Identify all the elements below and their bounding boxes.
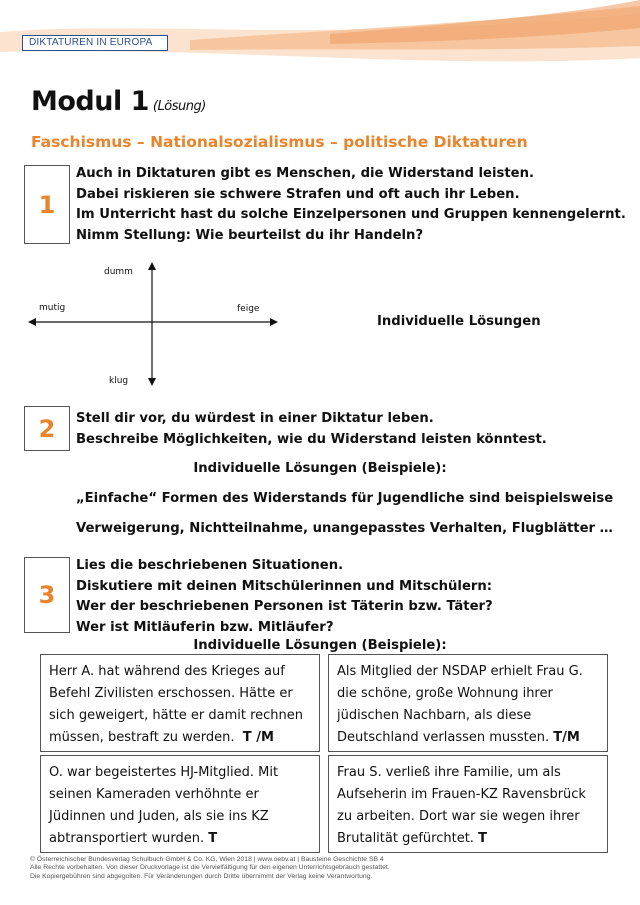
footer-line: © Österreichischer Bundesverlag Schulbuch GmbH & Co. KG, Wien 2018 | www.oebv.at | Bausteine Geschichte SB 4 <box>30 856 384 863</box>
task-number-box <box>24 406 70 451</box>
task-line: Dabei riskieren sie schwere Strafen und oft auch ihr Leben. <box>76 186 520 202</box>
task-line: Wer ist Mitläuferin bzw. Mitläufer? <box>76 619 334 635</box>
card-line: Frau S. verließ ihre Familie, um als <box>337 765 561 780</box>
task-number-box <box>24 165 70 244</box>
card-line: Jüdinnen und Juden, als sie ins KZ <box>49 809 269 824</box>
card-line: die schöne, große Wohnung ihrer <box>337 686 553 701</box>
task3-answer-heading: Individuelle Lösungen (Beispiele): <box>193 638 447 653</box>
task-text <box>76 556 493 638</box>
axis-arrows <box>28 258 290 388</box>
card-line: Als Mitglied der NSDAP erhielt Frau G. <box>337 664 583 679</box>
copyright-footer <box>30 856 390 881</box>
card-line: abtransportiert wurden. T <box>49 831 218 846</box>
card-line: O. war begeistertes HJ-Mitglied. Mit <box>49 765 279 780</box>
situation-card <box>328 654 608 752</box>
task-line: Beschreibe Möglichkeiten, wie du Widerstand leisten könntest. <box>76 431 547 447</box>
page-title <box>31 86 206 117</box>
task-line: Diskutiere mit deinen Mitschülerinnen und Mitschülern: <box>76 578 493 594</box>
opinion-axis <box>28 258 290 388</box>
card-line: Brutalität gefürchtet. T <box>337 831 487 846</box>
task1-answer: Individuelle Lösungen <box>377 314 541 329</box>
page-title-text: Modul 1 <box>31 86 149 117</box>
situation-card <box>328 755 608 853</box>
task-line: Lies die beschriebenen Situationen. <box>76 558 344 573</box>
task-number: 2 <box>38 414 56 443</box>
task-line: Wer der beschriebenen Personen ist Täterin bzw. Täter? <box>76 599 493 614</box>
card-line: Herr A. hat während des Krieges auf <box>49 664 285 679</box>
task-line: Im Unterricht hast du solche Einzelpersonen und Gruppen kennengelernt. <box>76 207 626 222</box>
card-mark: T /M <box>242 730 274 745</box>
footer-line: Alle Rechte vorbehalten. Von dieser Druckvorlage ist die Vervielfältigung für den eigenen Unterrichtsgebrauch gestattet. <box>30 864 390 872</box>
situation-card <box>40 654 320 752</box>
card-mark: T <box>208 831 218 846</box>
card-line: Aufseherin im Frauen-KZ Ravensbrück <box>337 787 586 802</box>
task2-answer-line: „Einfache“ Formen des Widerstands für Jugendliche sind beispielsweise <box>76 491 614 506</box>
card-line: Befehl Zivilisten erschossen. Hätte er <box>49 686 293 701</box>
task-text <box>76 409 547 450</box>
header-decoration <box>0 0 640 62</box>
task-number-box <box>24 557 70 633</box>
axis-label-right: feige <box>237 304 260 314</box>
card-line: seinen Kameraden verhöhnte er <box>49 787 259 802</box>
card-line: sich geweigert, hätte er damit rechnen <box>49 708 304 723</box>
card-mark: T/M <box>553 730 580 745</box>
footer-line: Die Kopiergebühren sind abgegolten. Für Veränderungen durch Dritte übernimmt der Verlag keine Verantwortung. <box>30 872 373 880</box>
task2-answer-heading: Individuelle Lösungen (Beispiele): <box>193 461 447 476</box>
axis-label-bottom: klug <box>109 376 129 386</box>
task-line: Nimm Stellung: Wie beurteilst du ihr Handeln? <box>76 227 424 243</box>
task-number: 1 <box>38 190 56 219</box>
task2-answer-line: Verweigerung, Nichtteilnahme, unangepasstes Verhalten, Flugblätter … <box>76 521 613 536</box>
card-line: jüdischen Nachbarn, als diese <box>337 708 532 723</box>
card-line: Deutschland verlassen mussten. T/M <box>337 730 580 745</box>
page-title-note: (Lösung) <box>152 99 206 114</box>
header-tag: DIKTATUREN IN EUROPA <box>22 35 168 51</box>
card-line: zu arbeiten. Dort war sie wegen ihrer <box>337 809 580 824</box>
page-subtitle: Faschismus – Nationalsozialismus – politische Diktaturen <box>31 133 528 151</box>
situation-card <box>40 755 320 853</box>
card-mark: T <box>478 831 487 846</box>
task-line: Auch in Diktaturen gibt es Menschen, die Widerstand leisten. <box>76 166 534 181</box>
axis-label-left: mutig <box>39 303 66 313</box>
axis-label-top: dumm <box>104 267 133 277</box>
card-line: müssen, bestraft zu werden. T /M <box>49 730 274 745</box>
task-line: Stell dir vor, du würdest in einer Diktatur leben. <box>76 411 434 426</box>
task-text <box>76 164 626 246</box>
task-number: 3 <box>38 581 56 609</box>
